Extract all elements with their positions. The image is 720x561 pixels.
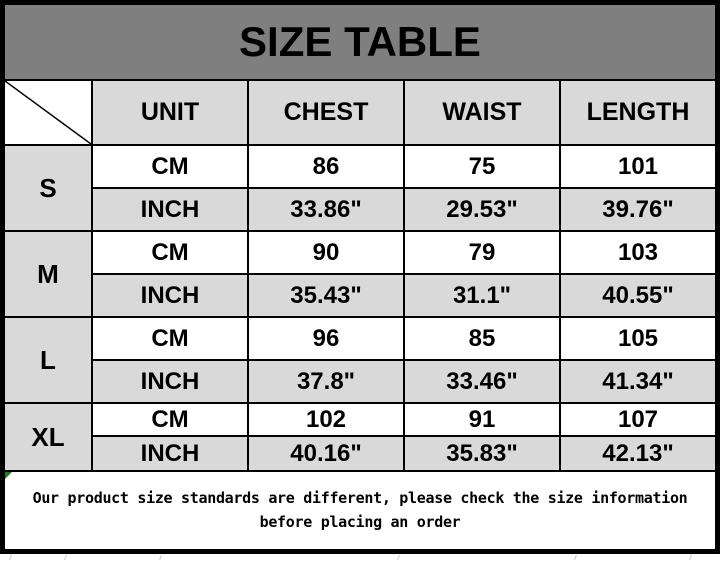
- size-label-m: M: [5, 232, 91, 316]
- table-title: SIZE TABLE: [5, 5, 715, 79]
- gridline-tick: [159, 555, 162, 560]
- l-cm-waist: 85: [405, 318, 559, 359]
- l-cm-unit: CM: [93, 318, 247, 359]
- s-inch-waist: 29.53": [405, 189, 559, 230]
- size-label-xl: XL: [5, 404, 91, 470]
- diagonal-divider-icon: [5, 81, 91, 144]
- s-inch-chest: 33.86": [249, 189, 403, 230]
- gridline-tick: [397, 555, 400, 560]
- m-cm-unit: CM: [93, 232, 247, 273]
- l-cm-length: 105: [561, 318, 715, 359]
- corner-cell: [5, 81, 91, 144]
- s-cm-waist: 75: [405, 146, 559, 187]
- m-inch-unit: INCH: [93, 275, 247, 316]
- column-header-length: LENGTH: [561, 81, 715, 144]
- m-cm-chest: 90: [249, 232, 403, 273]
- s-inch-length: 39.76": [561, 189, 715, 230]
- size-label-s: S: [5, 146, 91, 230]
- column-header-unit: UNIT: [93, 81, 247, 144]
- m-inch-length: 40.55": [561, 275, 715, 316]
- s-inch-unit: INCH: [93, 189, 247, 230]
- xl-inch-waist: 35.83": [405, 437, 559, 470]
- gridline-strip: [0, 554, 720, 561]
- column-header-chest: CHEST: [249, 81, 403, 144]
- gridline-tick: [689, 555, 692, 560]
- s-cm-chest: 86: [249, 146, 403, 187]
- xl-cm-length: 107: [561, 404, 715, 435]
- green-corner-marker-icon: [5, 472, 12, 479]
- gridline-tick: [64, 555, 67, 560]
- l-inch-unit: INCH: [93, 361, 247, 402]
- l-inch-chest: 37.8": [249, 361, 403, 402]
- l-cm-chest: 96: [249, 318, 403, 359]
- footer-note-line-2: before placing an order: [259, 512, 461, 531]
- xl-cm-waist: 91: [405, 404, 559, 435]
- footer-note: [5, 472, 715, 549]
- m-inch-waist: 31.1": [405, 275, 559, 316]
- s-cm-length: 101: [561, 146, 715, 187]
- xl-inch-chest: 40.16": [249, 437, 403, 470]
- m-cm-length: 103: [561, 232, 715, 273]
- gridline-tick: [574, 555, 577, 560]
- xl-cm-chest: 102: [249, 404, 403, 435]
- xl-inch-length: 42.13": [561, 437, 715, 470]
- m-inch-chest: 35.43": [249, 275, 403, 316]
- l-inch-waist: 33.46": [405, 361, 559, 402]
- gridline-tick: [9, 555, 12, 560]
- size-table: [5, 5, 715, 549]
- size-label-l: L: [5, 318, 91, 402]
- m-cm-waist: 79: [405, 232, 559, 273]
- column-header-waist: WAIST: [405, 81, 559, 144]
- footer-note-line-1: Our product size standards are different, please check the size information: [32, 489, 688, 508]
- xl-inch-unit: INCH: [93, 437, 247, 470]
- xl-cm-unit: CM: [93, 404, 247, 435]
- s-cm-unit: CM: [93, 146, 247, 187]
- l-inch-length: 41.34": [561, 361, 715, 402]
